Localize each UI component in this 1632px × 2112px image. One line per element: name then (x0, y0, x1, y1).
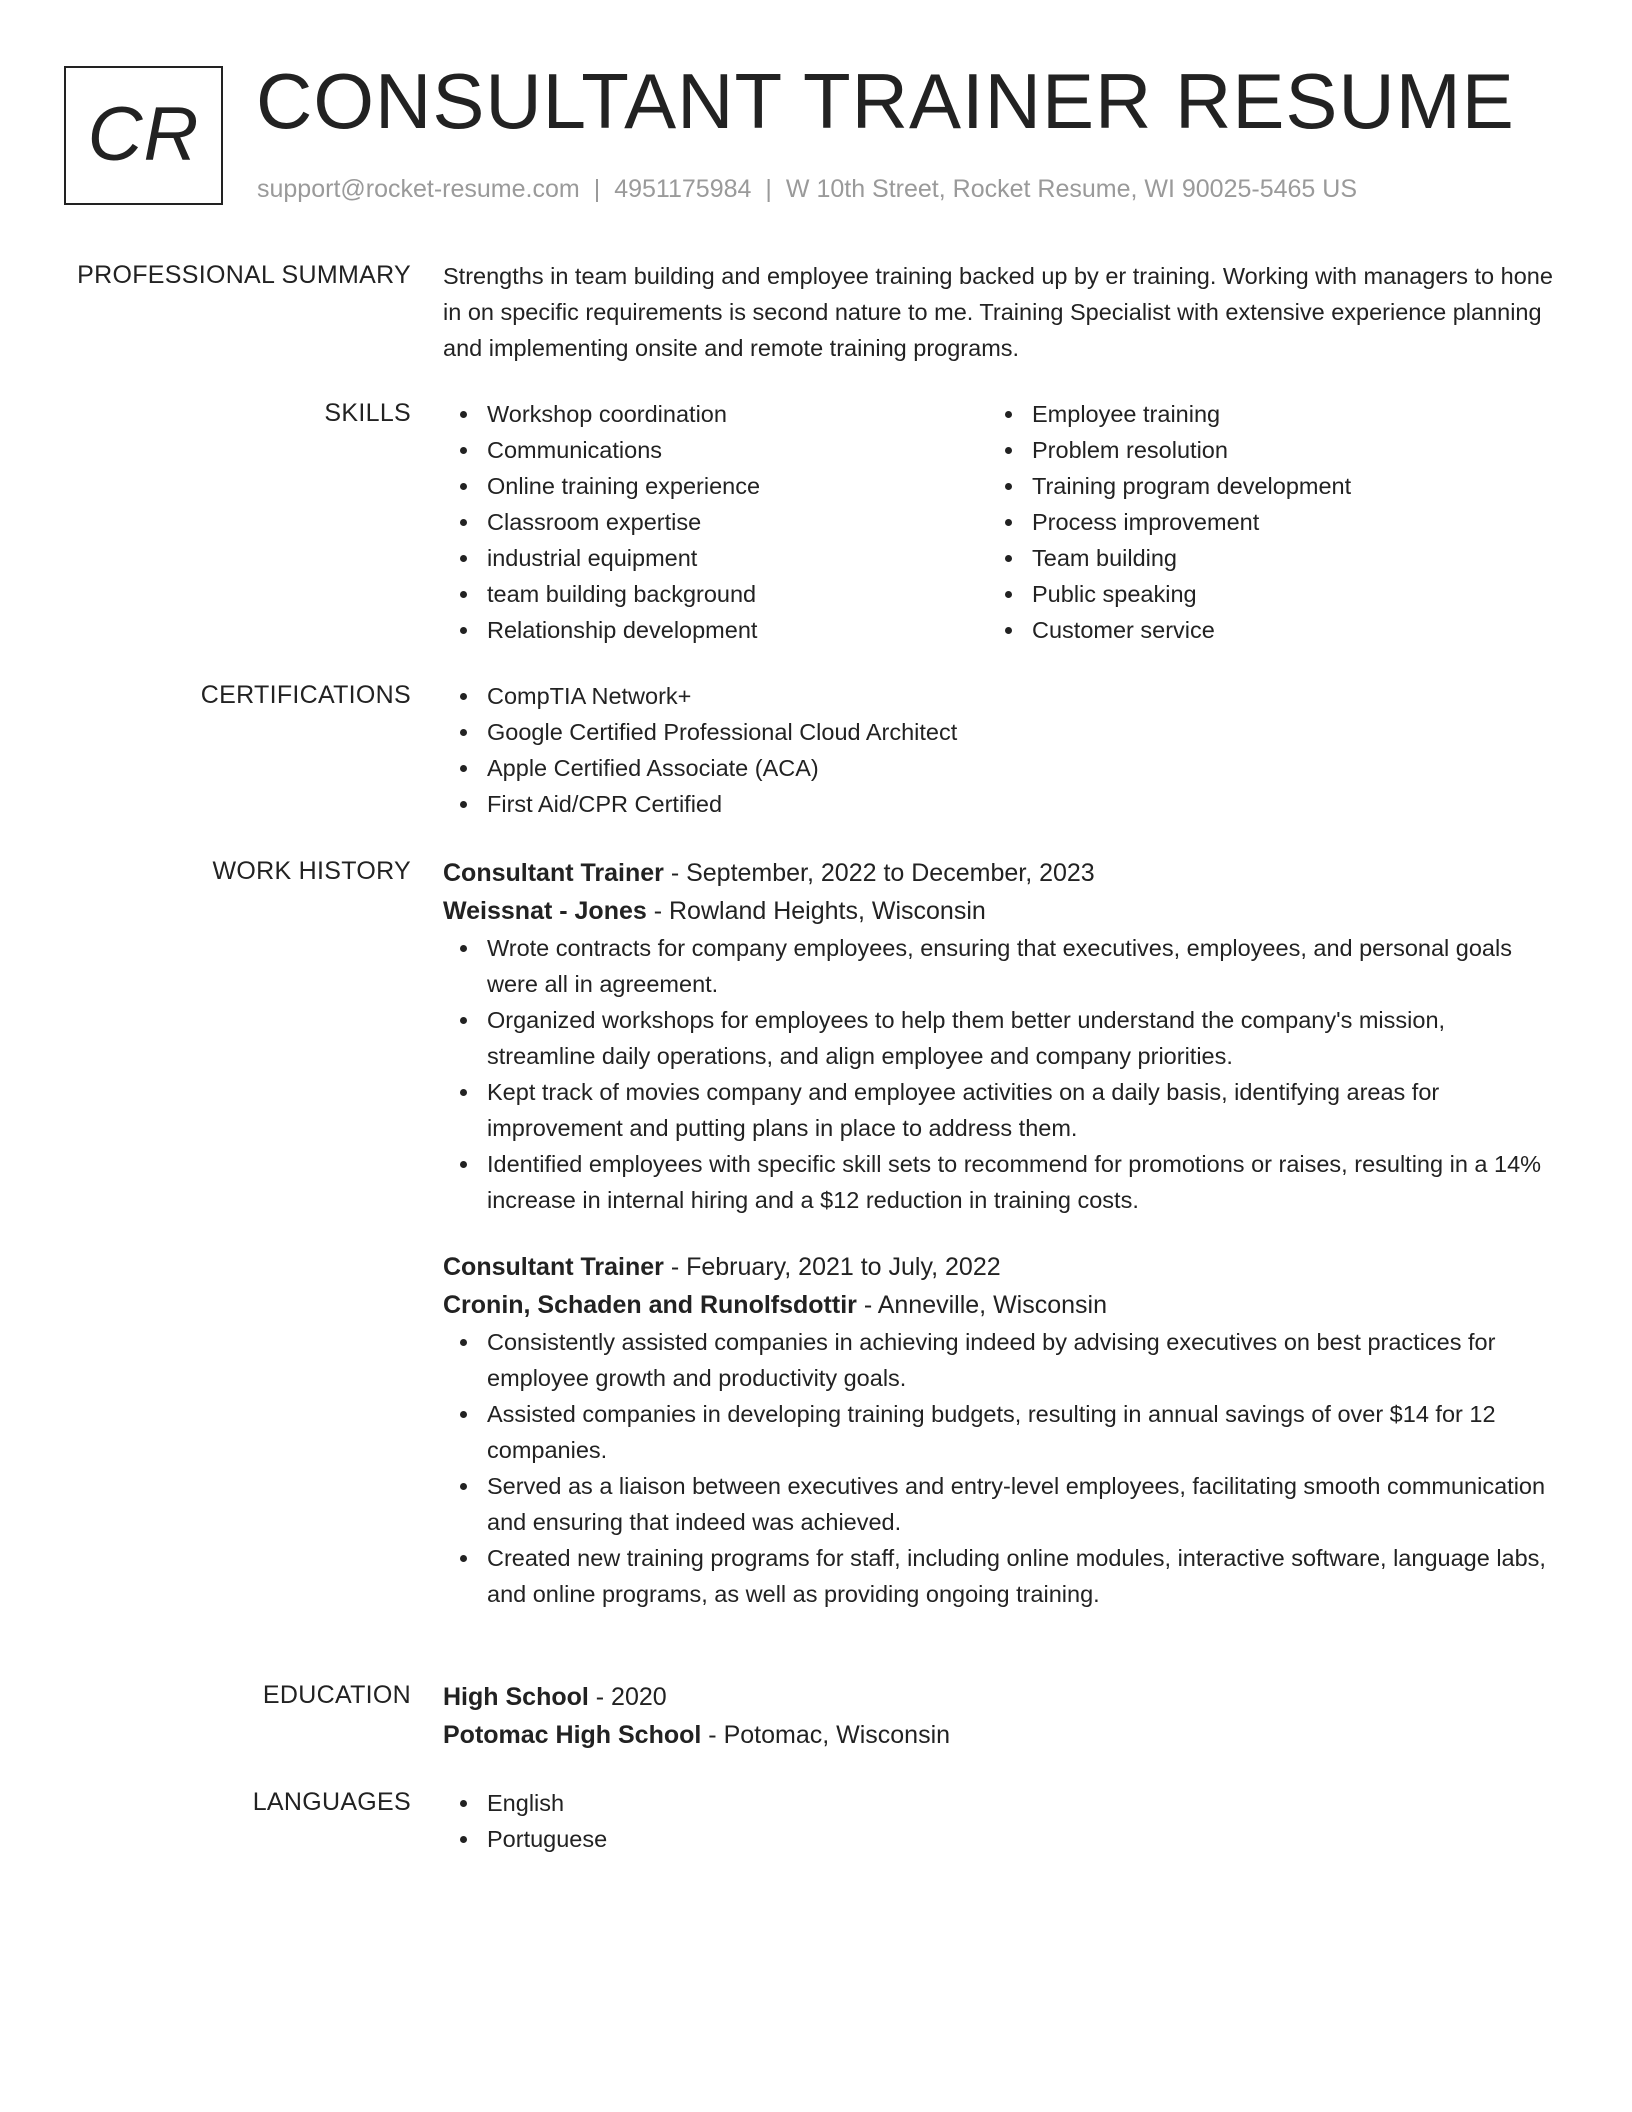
job-company: Cronin, Schaden and Runolfsdottir (443, 1291, 857, 1319)
education-degree-line (443, 1678, 1553, 1716)
skills-list-left (443, 396, 988, 648)
resume-title: CONSULTANT TRAINER RESUME (256, 57, 1515, 145)
contact-separator: | (593, 175, 601, 203)
certifications-body (443, 678, 1553, 822)
job-title-line (443, 1248, 1553, 1286)
job-bullet: Served as a liaison between executives and entry-level employees, facilitating smooth communication and ensuring that indeed was achieved. (443, 1468, 1553, 1540)
skill-item: Process improvement (988, 504, 1533, 540)
job-company: Weissnat - Jones (443, 897, 647, 925)
section-label-languages: LANGUAGES (252, 1788, 411, 1816)
education-school: Potomac High School (443, 1721, 702, 1749)
job-entry (443, 1248, 1553, 1612)
education-degree: High School (443, 1683, 589, 1711)
contact-line (257, 172, 1357, 206)
job-bullet: Organized workshops for employees to help them better understand the company's mission, streamline daily operations, and align employee and company priorities. (443, 1002, 1553, 1074)
job-bullet: Kept track of movies company and employee activities on a daily basis, identifying areas for improvement and putting plans in place to address them. (443, 1074, 1553, 1146)
certification-item: Google Certified Professional Cloud Architect (443, 714, 1553, 750)
job-bullet: Wrote contracts for company employees, ensuring that executives, employees, and personal goals were all in agreement. (443, 930, 1553, 1002)
job-bullet: Assisted companies in developing training budgets, resulting in annual savings of over $14 for 12 companies. (443, 1396, 1553, 1468)
skill-item: Relationship development (443, 612, 988, 648)
job-bullet: Consistently assisted companies in achieving indeed by advising executives on best practices for employee growth and productivity goals. (443, 1324, 1553, 1396)
job-bullets (443, 930, 1553, 1218)
languages-list (443, 1785, 1553, 1857)
certification-item: CompTIA Network+ (443, 678, 1553, 714)
section-label-education: EDUCATION (262, 1681, 411, 1709)
contact-email[interactable]: support@rocket-resume.com (257, 175, 580, 203)
job-dates: - September, 2022 to December, 2023 (663, 859, 1095, 887)
job-location: - Anneville, Wisconsin (856, 1291, 1107, 1319)
skill-item: Problem resolution (988, 432, 1533, 468)
education-year: - 2020 (588, 1683, 667, 1711)
job-bullet: Created new training programs for staff, including online modules, interactive software, language labs, and online programs, as well as providing ongoing training. (443, 1540, 1553, 1612)
certification-item: Apple Certified Associate (ACA) (443, 750, 1553, 786)
languages-body (443, 1785, 1553, 1857)
section-label-skills: SKILLS (324, 399, 411, 427)
skill-item: Team building (988, 540, 1533, 576)
work-history-body (443, 854, 1553, 1612)
job-title: Consultant Trainer (443, 859, 664, 887)
job-bullets (443, 1324, 1553, 1612)
section-label-work-history: WORK HISTORY (212, 857, 411, 885)
job-title: Consultant Trainer (443, 1253, 664, 1281)
contact-address: W 10th Street, Rocket Resume, WI 90025-5465 US (785, 175, 1357, 203)
skill-item: industrial equipment (443, 540, 988, 576)
skill-item: Training program development (988, 468, 1533, 504)
certification-item: First Aid/CPR Certified (443, 786, 1553, 822)
skill-item: team building background (443, 576, 988, 612)
job-dates: - February, 2021 to July, 2022 (663, 1253, 1001, 1281)
job-entry (443, 854, 1553, 1218)
skill-item: Communications (443, 432, 988, 468)
job-title-line (443, 854, 1553, 892)
section-label-certifications: CERTIFICATIONS (200, 681, 411, 709)
job-company-line (443, 1286, 1553, 1324)
education-body (443, 1678, 1553, 1754)
summary-text: Strengths in team building and employee training backed up by er training. Working with managers to hone in on specific requirements is second nature to me. Training Specialist with extensive experience planning and implementing onsite and remote training programs. (443, 263, 1553, 361)
job-location: - Rowland Heights, Wisconsin (646, 897, 986, 925)
summary-text-block (443, 258, 1553, 366)
language-item: English (443, 1785, 1553, 1821)
skill-item: Public speaking (988, 576, 1533, 612)
job-bullet: Identified employees with specific skill sets to recommend for promotions or raises, resulting in a 14% increase in internal hiring and a $12 reduction in training costs. (443, 1146, 1553, 1218)
job-company-line (443, 892, 1553, 930)
skill-item: Employee training (988, 396, 1533, 432)
skills-body (443, 396, 1553, 648)
monogram: CR (64, 66, 223, 205)
skills-list-right (988, 396, 1533, 648)
skill-item: Workshop coordination (443, 396, 988, 432)
skill-item: Customer service (988, 612, 1533, 648)
skill-item: Online training experience (443, 468, 988, 504)
language-item: Portuguese (443, 1821, 1553, 1857)
contact-phone[interactable]: 4951175984 (614, 175, 752, 203)
skill-item: Classroom expertise (443, 504, 988, 540)
education-location: - Potomac, Wisconsin (701, 1721, 951, 1749)
section-label-summary: PROFESSIONAL SUMMARY (77, 261, 411, 289)
education-school-line (443, 1716, 1553, 1754)
contact-separator: | (765, 175, 772, 203)
certifications-list (443, 678, 1553, 822)
